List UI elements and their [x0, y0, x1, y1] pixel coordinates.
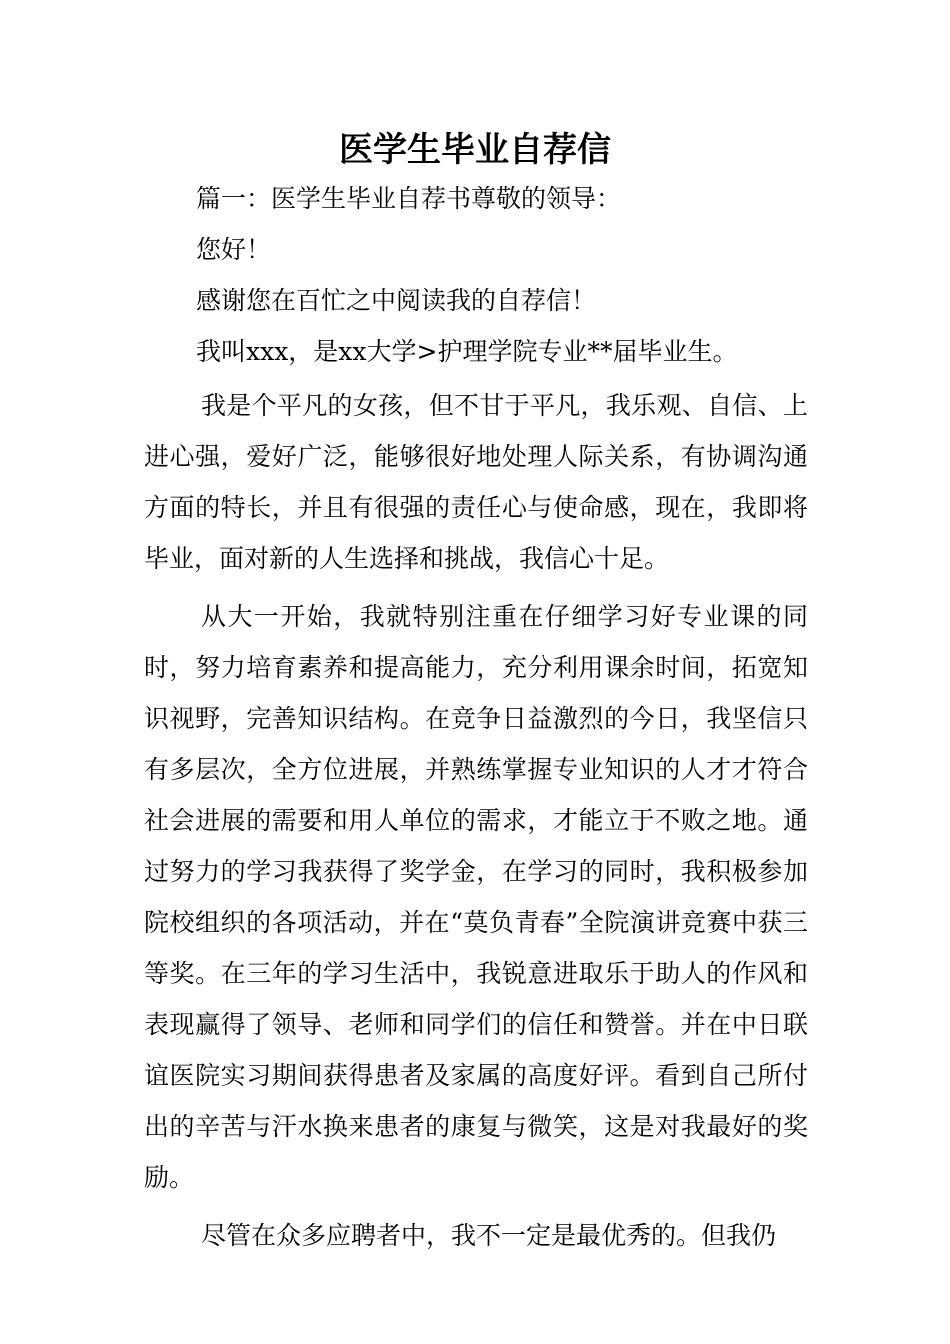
greeting-line: 您好！: [196, 235, 272, 264]
document-title: 医学生毕业自荐信: [339, 130, 611, 170]
paragraph-closing: 尽管在众多应聘者中，我不一定是最优秀的。但我仍: [201, 1221, 777, 1250]
paragraph-study: 从大一开始，我就特别注重在仔细学习好专业课的同时，努力培育素养和提高能力，充分利用课余时间，拓宽知识视野，完善知识结构。在竞争日益激烈的今日，我坚信只有多层次，全方位进展，并熟练掌握专业知识的人才才符合社会进展的需要和用人单位的需求，才能立于不败之地。通过努力的学习我获得了奖学金，在学习的同时，我积极参加院校组织的各项活动，并在“莫负青春”全院演讲竞赛中获三等奖。在三年的学习生活中，我锐意进取乐于助人的作风和表现赢得了领导、老师和同学们的信任和赞誉。并在中日联谊医院实习期间获得患者及家属的高度好评。看到自己所付出的辛苦与汗水换来患者的康复与微笑，这是对我最好的奖励。: [144, 602, 808, 1192]
document-body: [144, 176, 808, 1268]
thanks-line: 感谢您在百忙之中阅读我的自荐信！: [196, 286, 597, 315]
introduction-line: 我叫xxx，是xx大学>护理学院专业**届毕业生。: [196, 337, 738, 366]
paragraph-personality: 我是个平凡的女孩，但不甘于平凡，我乐观、自信、上进心强，爱好广泛，能够很好地处理人际关系，有协调沟通方面的特长，并且有很强的责任心与使命感，现在，我即将毕业，面对新的人生选择和挑战，我信心十足。: [144, 391, 808, 573]
salutation-line: 篇一：医学生毕业自荐书尊敬的领导：: [196, 184, 622, 213]
